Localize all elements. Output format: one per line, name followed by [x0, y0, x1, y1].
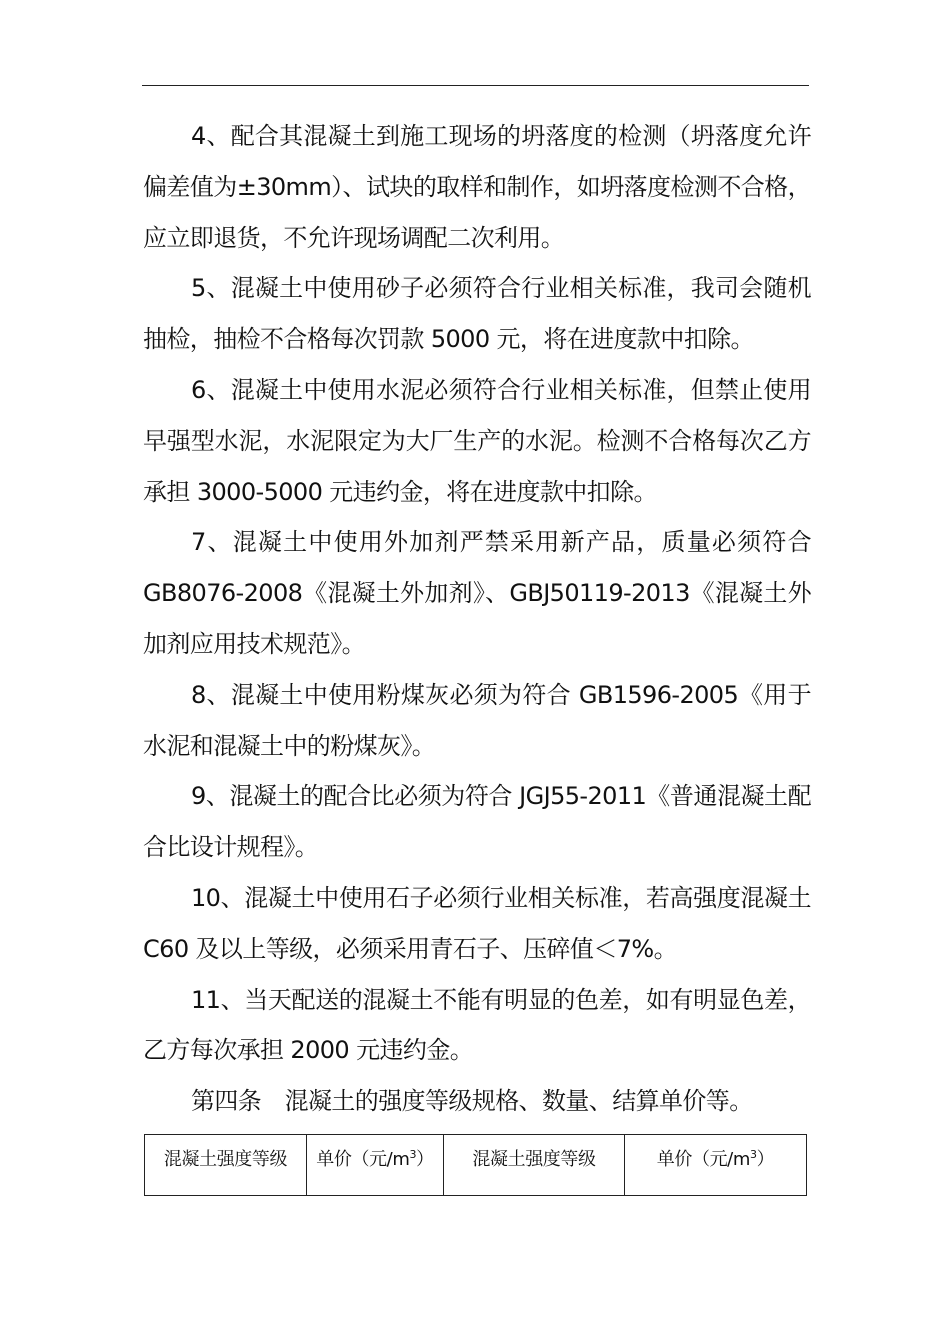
unit-superscript: 3 [749, 1148, 757, 1161]
col-header-label: 混凝土强度等级 [472, 1149, 596, 1170]
col-header-label: 单价（元/m [656, 1149, 750, 1170]
col-header-close: ） [416, 1149, 434, 1170]
document-body [143, 111, 811, 1127]
col-header-grade-1 [145, 1135, 307, 1196]
price-table [144, 1134, 807, 1196]
table-header-row [145, 1135, 807, 1196]
unit-superscript: 3 [409, 1148, 417, 1161]
paragraph-item-5: 5、混凝土中使用砂子必须符合行业相关标准，我司会随机抽检，抽检不合格每次罚款 5000 元，将在进度款中扣除。 [143, 274, 811, 354]
paragraph-item-11: 11、当天配送的混凝土不能有明显的色差，如有明显色差，乙方每次承担 2000 元违约金。 [143, 985, 811, 1065]
paragraph-item-7: 7、混凝土中使用外加剂严禁采用新产品，质量必须符合 GB8076-2008《混凝土外加剂》、GBJ50119-2013《混凝土外加剂应用技术规范》。 [143, 528, 811, 658]
paragraph-item-10: 10、混凝土中使用石子必须行业相关标准，若高强度混凝土 C60 及以上等级，必须采用青石子、压碎值＜7%。 [143, 883, 811, 963]
header-rule [142, 85, 809, 86]
paragraph-item-8: 8、混凝土中使用粉煤灰必须为符合 GB1596-2005《用于水泥和混凝土中的粉煤灰》。 [143, 680, 811, 760]
col-header-price-2 [625, 1135, 807, 1196]
clause-four-title: 第四条 混凝土的强度等级规格、数量、结算单价等。 [191, 1087, 753, 1116]
paragraph-item-6: 6、混凝土中使用水泥必须符合行业相关标准，但禁止使用早强型水泥，水泥限定为大厂生产的水泥。检测不合格每次乙方承担 3000-5000 元违约金，将在进度款中扣除。 [143, 375, 811, 506]
col-header-grade-2 [444, 1135, 625, 1196]
paragraph-item-4: 4、配合其混凝土到施工现场的坍落度的检测（坍落度允许偏差值为±30mm）、试块的取样和制作，如坍落度检测不合格，应立即退货，不允许现场调配二次利用。 [143, 122, 811, 252]
paragraph-item-9: 9、混凝土的配合比必须为符合 JGJ55-2011《普通混凝土配合比设计规程》。 [143, 782, 811, 862]
col-header-price-1 [307, 1135, 444, 1196]
col-header-close: ） [756, 1149, 775, 1170]
col-header-label: 混凝土强度等级 [163, 1149, 288, 1170]
col-header-label: 单价（元/m [316, 1149, 410, 1170]
